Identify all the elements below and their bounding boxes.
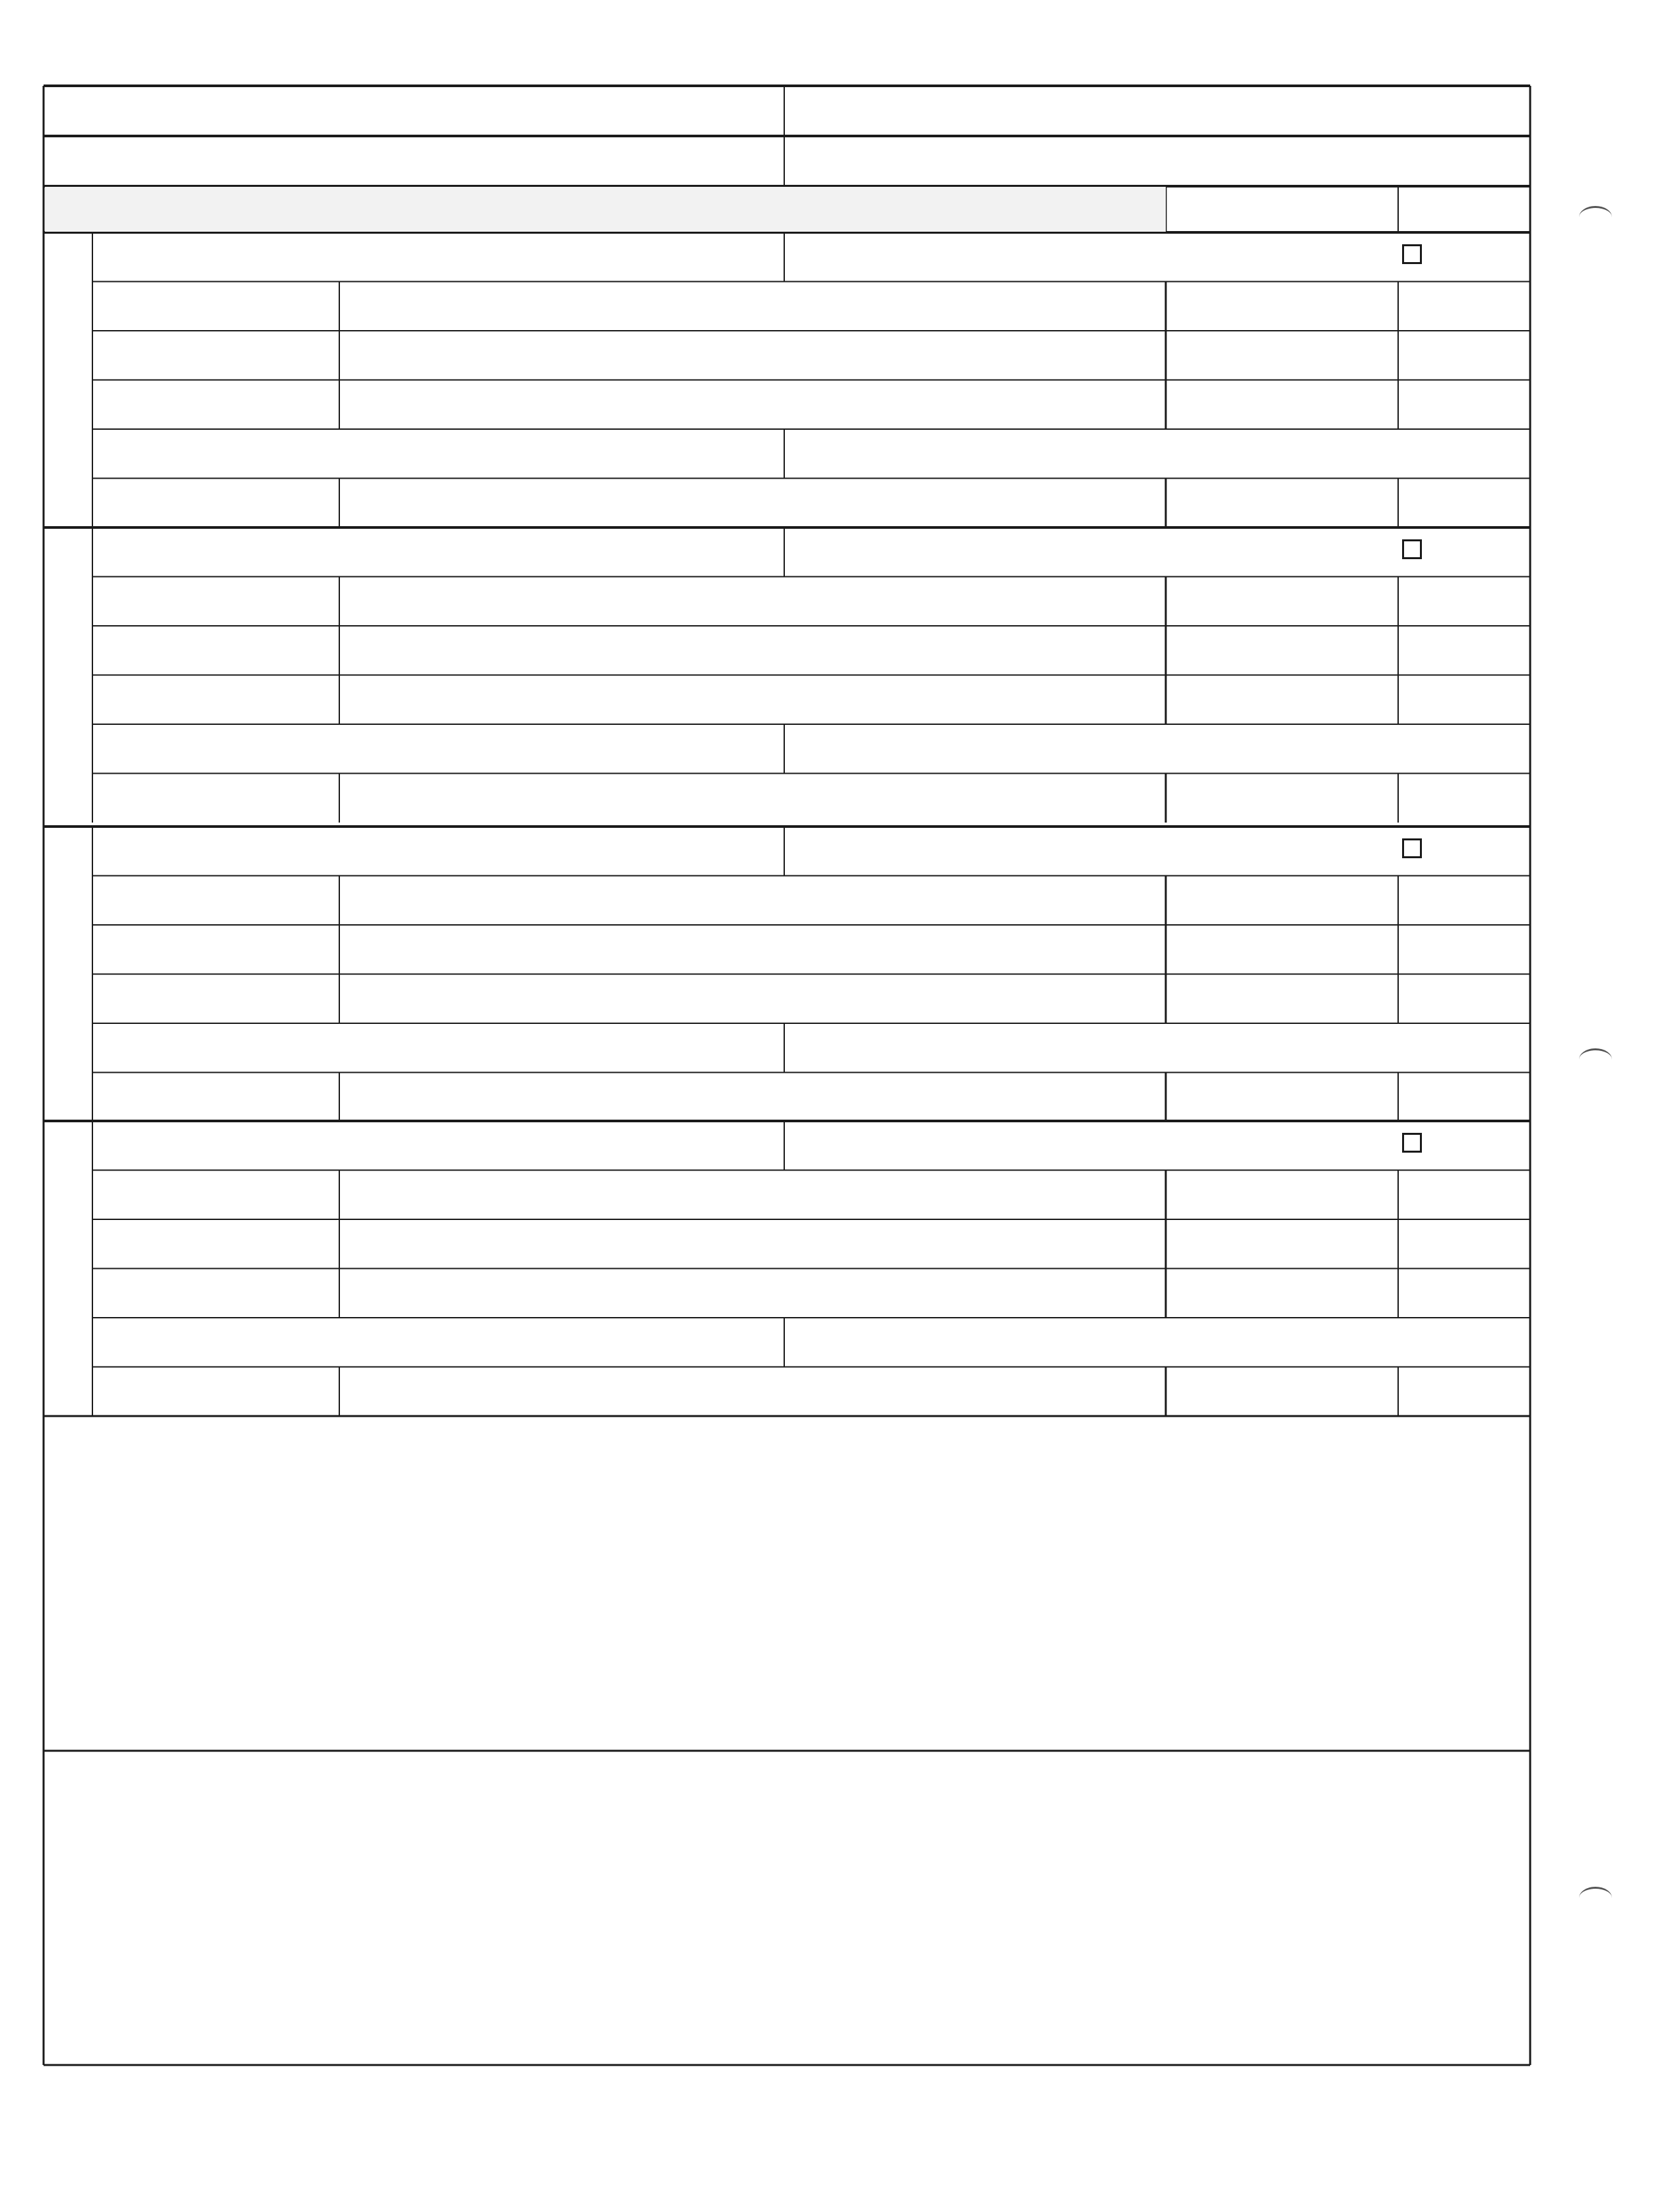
children-header-bg (45, 187, 1166, 232)
see-other-marriages-checkbox[interactable] (1402, 1133, 1422, 1153)
see-other-marriages-checkbox[interactable] (1402, 838, 1422, 858)
sources-section (53, 1759, 65, 1778)
other-marriages-section (53, 1434, 65, 1453)
see-other-marriages-checkbox[interactable] (1402, 539, 1422, 559)
note-line-1 (48, 2073, 55, 2092)
see-other-marriages-checkbox[interactable] (1402, 244, 1422, 264)
